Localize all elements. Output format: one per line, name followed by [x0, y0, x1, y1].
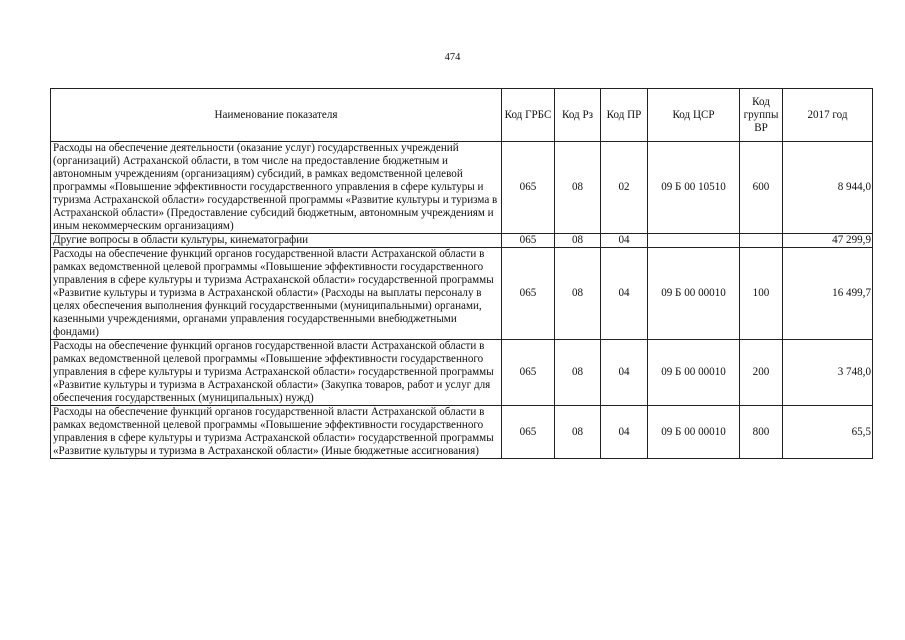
- row-csr: [648, 234, 740, 248]
- header-csr: Код ЦСР: [648, 89, 740, 142]
- row-csr: 09 Б 00 00010: [648, 340, 740, 406]
- row-amount: 16 499,7: [783, 248, 873, 340]
- row-pr: 04: [601, 248, 648, 340]
- row-vr: 200: [740, 340, 783, 406]
- row-rz: 08: [555, 142, 601, 234]
- row-rz: 08: [555, 406, 601, 459]
- row-amount: 3 748,0: [783, 340, 873, 406]
- row-pr: 02: [601, 142, 648, 234]
- row-grbs: 065: [502, 340, 555, 406]
- row-rz: 08: [555, 234, 601, 248]
- row-name: Расходы на обеспечение функций органов государственной власти Астраханской области в рамках ведомственной целевой программы «Повышение эффективности государственного управления в сфере культуры и туризма Астраханской области» государственной программы «Развитие культуры и туризма в Астраханской области» (Иные бюджетные ассигнования): [51, 406, 502, 459]
- row-amount: 47 299,9: [783, 234, 873, 248]
- table-row: [51, 234, 873, 248]
- row-vr: 100: [740, 248, 783, 340]
- header-year: 2017 год: [783, 89, 873, 142]
- row-grbs: 065: [502, 142, 555, 234]
- row-pr: 04: [601, 406, 648, 459]
- row-pr: 04: [601, 340, 648, 406]
- table-row: [51, 248, 873, 340]
- row-name: Расходы на обеспечение функций органов государственной власти Астраханской области в рамках ведомственной целевой программы «Повышение эффективности государственного управления в сфере культуры и туризма Астраханской области» государственной программы «Развитие культуры и туризма в Астраханской области» (Расходы на выплаты персоналу в целях обеспечения выполнения функций государственными (муниципальными) органами, казенными учреждениями, органами управления государственными внебюджетными фондами): [51, 248, 502, 340]
- row-pr: 04: [601, 234, 648, 248]
- row-csr: 09 Б 00 10510: [648, 142, 740, 234]
- row-name: Расходы на обеспечение функций органов государственной власти Астраханской области в рамках ведомственной целевой программы «Повышение эффективности государственного управления в сфере культуры и туризма Астраханской области» государственной программы «Развитие культуры и туризма в Астраханской области» (Закупка товаров, работ и услуг для обеспечения государственных (муниципальных) нужд): [51, 340, 502, 406]
- row-name: Другие вопросы в области культуры, кинематографии: [51, 234, 502, 248]
- row-grbs: 065: [502, 406, 555, 459]
- row-grbs: 065: [502, 234, 555, 248]
- table-row: [51, 406, 873, 459]
- header-vr: Код группы ВР: [740, 89, 783, 142]
- row-name: Расходы на обеспечение деятельности (оказание услуг) государственных учреждений (организаций) Астраханской области, в том числе на предоставление бюджетным и автономным учреждениям (организациям) субсидий, в рамках ведомственной целевой программы «Повышение эффективности государственного управления в сфере культуры и туризма Астраханской области» государственной программы «Развитие культуры и туризма в Астраханской области» (Предоставление субсидий бюджетным, автономным учреждениям и иным некоммерческим организациям): [51, 142, 502, 234]
- row-csr: 09 Б 00 00010: [648, 406, 740, 459]
- header-name: Наименование показателя: [51, 89, 502, 142]
- header-grbs: Код ГРБС: [502, 89, 555, 142]
- row-vr: 600: [740, 142, 783, 234]
- header-rz: Код Рз: [555, 89, 601, 142]
- row-csr: 09 Б 00 00010: [648, 248, 740, 340]
- budget-table: [50, 88, 873, 459]
- row-amount: 65,5: [783, 406, 873, 459]
- table-header-row: [51, 89, 873, 142]
- table-row: [51, 340, 873, 406]
- row-rz: 08: [555, 248, 601, 340]
- row-vr: 800: [740, 406, 783, 459]
- row-grbs: 065: [502, 248, 555, 340]
- row-vr: [740, 234, 783, 248]
- table-row: [51, 142, 873, 234]
- header-pr: Код ПР: [601, 89, 648, 142]
- row-amount: 8 944,0: [783, 142, 873, 234]
- row-rz: 08: [555, 340, 601, 406]
- page-number: 474: [444, 52, 461, 63]
